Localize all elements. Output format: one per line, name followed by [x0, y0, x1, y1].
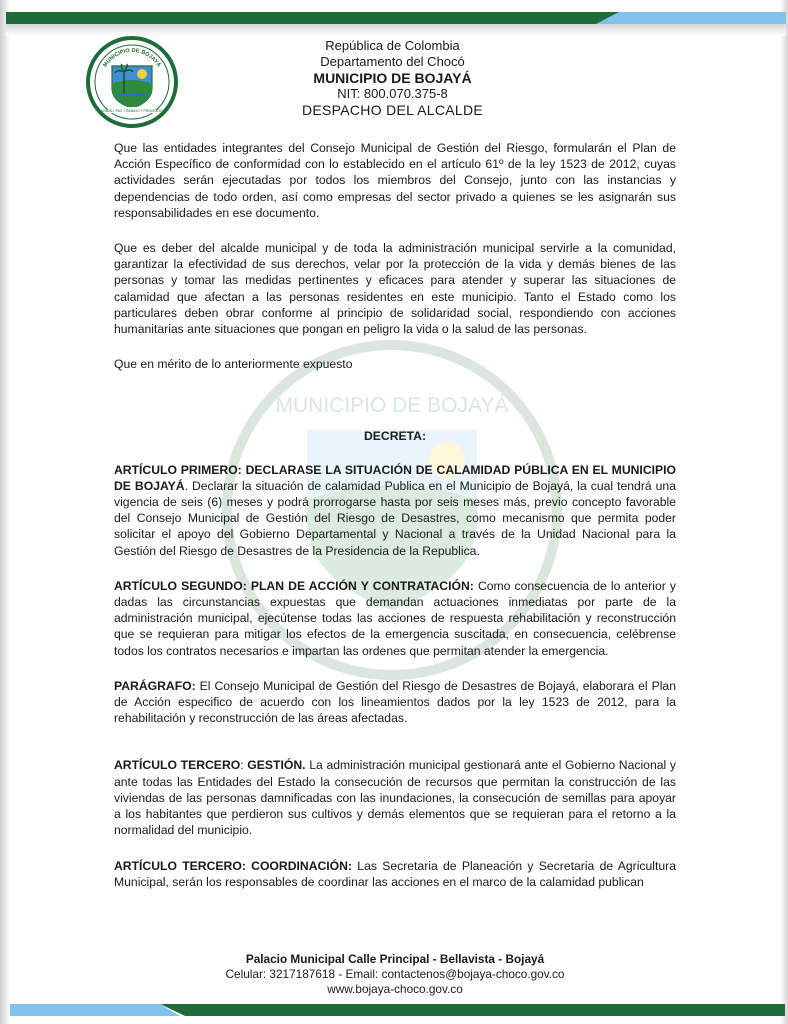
article-primero — [114, 462, 676, 559]
watermark-text: MUNICIPIO DE BOJAYÁ — [275, 394, 509, 417]
decreta-heading: DECRETA: — [363, 429, 427, 444]
article-primero-text: . Declarar la situación de calamidad Publica en el Municipio de Bojayá, la cual tendrá una vigencia de seis (6) meses y podrá prorrogarse hasta por seis meses más, previo concepto favorable del Consejo Municipal de Gestión del Riesgo de Desastres, como mecanismo que permita poder solicitar el apoyo del Gobierno Departamental y Nacional a través de la Unidad Nacional para la Gestión del Riesgo de Desastres de la Presidencia de la Republica. — [114, 478, 676, 558]
footer-contact: Celular: 3217187618 - Email: contactenos@bojaya-choco.gov.co — [225, 967, 565, 981]
scan-shadow-right — [780, 0, 788, 1024]
municipality-seal-logo — [86, 36, 178, 128]
article-segundo-title: ARTÍCULO SEGUNDO: PLAN DE ACCIÓN Y CONTRATACIÓN: — [114, 578, 474, 593]
scan-shadow-left — [0, 0, 10, 1024]
header-color-band — [6, 12, 786, 36]
department-line: Departamento del Chocó — [320, 54, 465, 69]
footer-address: Palacio Municipal Calle Principal - Bellavista - Bojayá — [245, 952, 545, 966]
paragrafo — [114, 678, 676, 727]
office-line: DESPACHO DEL ALCALDE — [301, 102, 484, 118]
logo-top-text: MUNICIPIO DE BOJAYÁ — [102, 47, 162, 69]
article-coordinacion-title: ARTÍCULO TERCERO: COORDINACIÓN: — [114, 858, 353, 873]
letterhead — [200, 38, 585, 118]
article-segundo-text: Como consecuencia de lo anterior y dadas las circunstancias expuestas que demandan actuaciones inmediatas por parte de la administración municipal, ejecútense todas las acciones de respuesta rehabilitación y reconstrucción que se requieran para mitigar los efectos de la emergencia suscitada, en consecuencia, celébrense todos los contratos necesarios e impartan las ordenes que permitan atender la emergencia. — [114, 578, 676, 658]
footer-website: www.bojaya-choco.gov.co — [327, 982, 463, 996]
paragrafo-title: PARÁGRAFO: — [114, 678, 196, 693]
article-tercero-colon: : — [240, 758, 248, 773]
country-line: República de Colombia — [325, 38, 460, 53]
article-tercero-coordinacion — [114, 858, 676, 890]
paragraph-deber-alcalde: Que es deber del alcalde municipal y de toda la administración municipal servirle a la comunidad, garantizar la efectividad de sus derechos, velar por la protección de la vida y demás bienes de las personas y tomar las medidas pertinentes y eficaces para atender y superar las situaciones de calamidad que afectan a las personas residentes en este municipio. Tanto el Estado como los particulares deben obrar conforme al principio de solidaridad social, respondiendo con acciones humanitarias ante situaciones que pongan en peligro la vida o la salud de las personas. — [114, 241, 676, 337]
nit-line: NIT: 800.070.375-8 — [337, 86, 448, 101]
article-tercero-subtitle: GESTIÓN. — [247, 758, 306, 773]
article-primero-title: ARTÍCULO PRIMERO: DECLARASE LA SITUACIÓN DE CALAMIDAD PÚBLICA EN EL MUNICIPIO DE BOJAYÁ — [114, 462, 676, 493]
article-coordinacion-text: Las Secretaria de Planeación y Secretaria de Agricultura Municipal, serán los responsables de coordinar las acciones en el marco de la calamidad publican — [114, 858, 676, 889]
article-tercero-text: La administración municipal gestionará ante el Gobierno Nacional y ante todas las Entidades del Estado la consecución de recursos que permitan la construcción de las viviendas de las personas damnificadas con las inundaciones, la consecución de semillas para apoyar a los habitantes que perdieron sus cultivos y demás elementos que se requieran para el retorno a la normalidad del municipio. — [114, 758, 676, 838]
article-tercero-title: ARTÍCULO TERCERO — [114, 758, 241, 773]
paragraph-merito: Que en mérito de lo anteriormente expuesto — [114, 357, 353, 372]
logo-motto: UNIDAD, PAZ, TRABAJO Y PROGRESO — [100, 109, 164, 113]
letterhead-footer — [160, 952, 630, 997]
municipality-title: MUNICIPIO DE BOJAYÁ — [313, 70, 472, 86]
footer-color-band — [10, 1004, 785, 1016]
paragrafo-text: El Consejo Municipal de Gestión del Riesgo de Desastres de Bojayá, elaborara el Plan de Acción especifico de acuerdo con los lineamientos dados por la ley 1523 de 2012, para la rehabilitación y reconstrucción de las áreas afectadas. — [114, 678, 676, 726]
decree-body — [114, 140, 676, 909]
article-segundo — [114, 578, 676, 659]
article-tercero-gestion — [114, 757, 676, 838]
paragraph-plan-accion: Que las entidades integrantes del Consejo Municipal de Gestión del Riesgo, formularán el Plan de Acción Específico de conformidad con lo establecido en el artículo 61º de la ley 1523 de 2012, cuyas actividades serán ejecutadas por todos los miembros del Consejo, junto con las instancias y dependencias de todo orden, así como empresas del sector privado a quienes se les asignarán sus responsabilidades en ese documento. — [114, 141, 676, 220]
